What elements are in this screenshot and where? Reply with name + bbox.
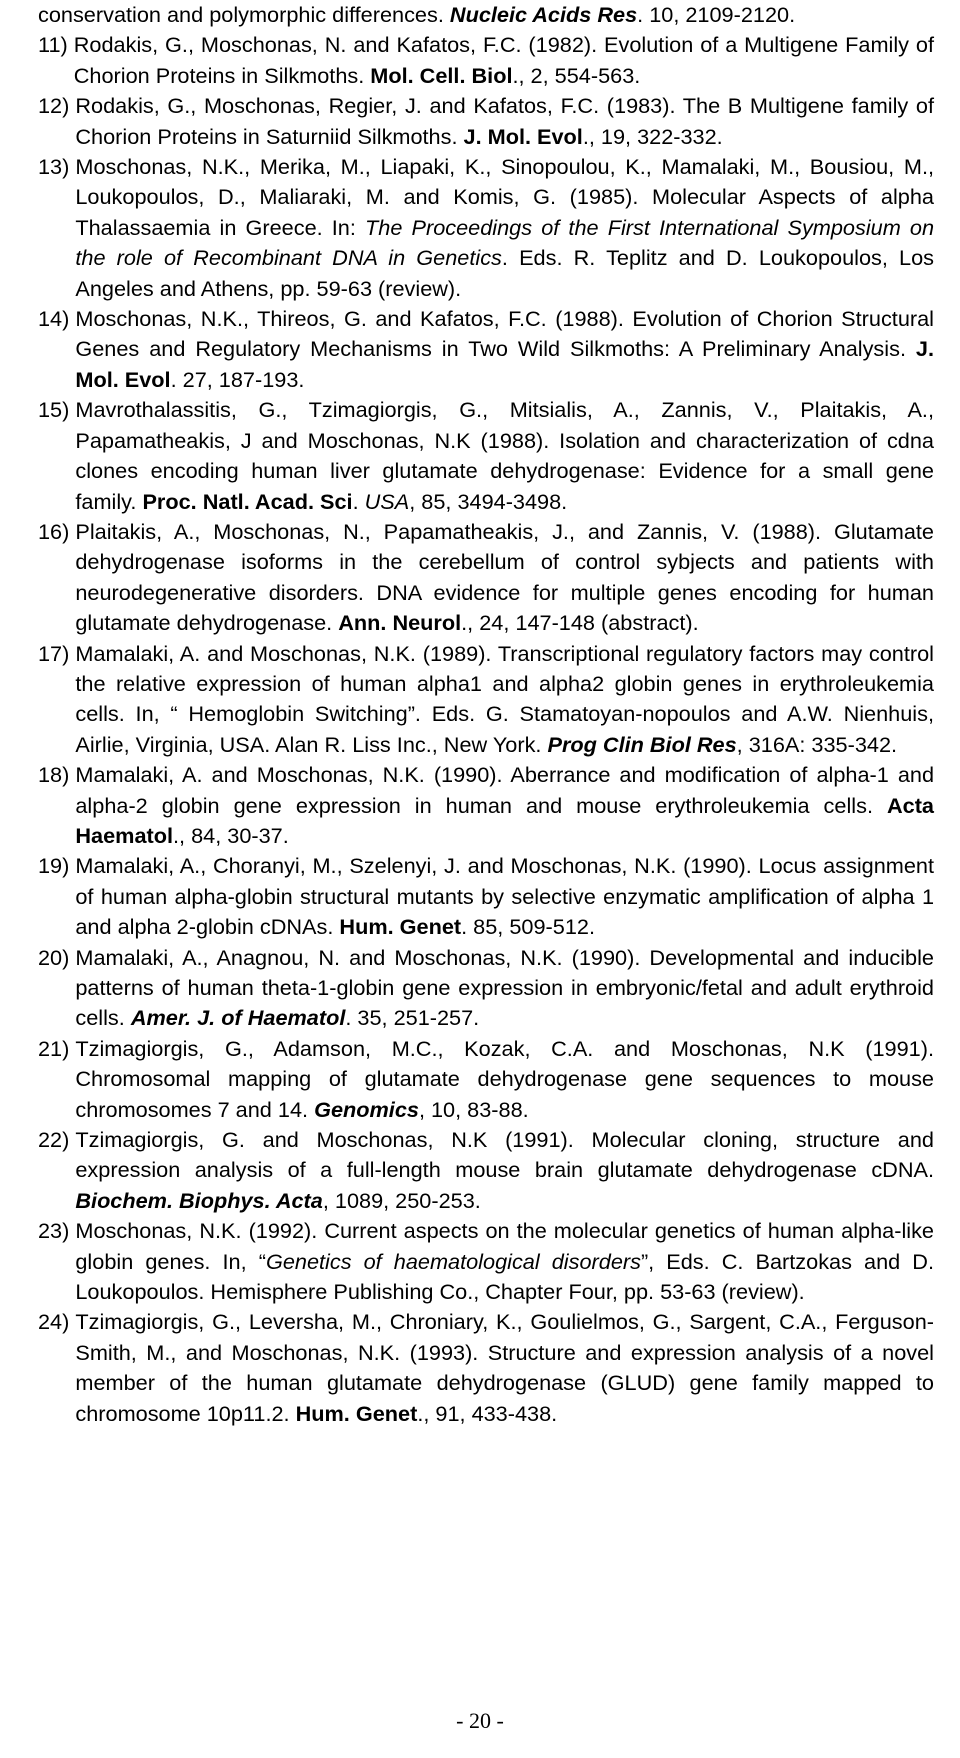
journal-title: Ann. Neurol <box>338 610 462 636</box>
reference-text <box>75 851 934 942</box>
italic-text: USA <box>364 488 410 514</box>
reference-number: 14) <box>38 306 76 332</box>
reference-number: 23) <box>38 1218 76 1244</box>
reference-text <box>75 943 934 1034</box>
document-page <box>38 0 934 1758</box>
citation-text: Moschonas, N.K., Thireos, G. and Kafatos, F.C. (1988). Evolution of Chorion Structural Genes and Regulatory Mechanisms in Two Wild Silkmoths: A Preliminary Analysis. <box>75 306 934 362</box>
reference-number: 19) <box>38 853 76 879</box>
citation-text: Mamalaki, A. and Moschonas, N.K. (1990). Aberrance and modification of alpha-1 and alpha-2 globin gene expression in human and mouse erythroleukemia cells. <box>75 762 934 818</box>
reference-number: 22) <box>38 1127 76 1153</box>
citation-text: Mavrothalassitis, G., Tzimagiorgis, G., Mitsialis, A., Zannis, V., Plaitakis, A., Papamatheakis, J and Moschonas, N.K (1988). Isolation and characterization of cdna clones encoding human liver glutamate dehydrogenase: Evidence for a small gene family. <box>75 397 934 514</box>
reference-text <box>75 1307 934 1429</box>
citation-text: Rodakis, G., Moschonas, Regier, J. and Kafatos, F.C. (1983). The B Multigene family of Chorion Proteins in Saturniid Silkmoths. <box>75 93 934 149</box>
reference-item <box>38 760 934 851</box>
journal-title: Hum. Genet <box>339 914 462 940</box>
journal-title: J. Mol. Evol <box>75 336 934 392</box>
citation-text: Tzimagiorgis, G., Leversha, M., Chroniary, K., Goulielmos, G., Sargent, C.A., Ferguson-Smith, M., and Moschonas, N.K. (1993). Structure and expression analysis of a novel member of the human glutamate dehydrogenase (GLUD) gene family mapped to chromosome 10p11.2. <box>75 1309 934 1426</box>
reference-text <box>75 152 934 304</box>
reference-number: 11) <box>38 32 74 58</box>
reference-text <box>38 0 934 30</box>
citation-text: Moschonas, N.K. (1992). Current aspects on the molecular genetics of human alpha-like globin genes. In, “ <box>75 1218 934 1274</box>
journal-title: Genomics <box>314 1096 419 1122</box>
reference-number: 18) <box>38 762 76 788</box>
citation-text: ., 84, 30-37. <box>173 822 289 848</box>
reference-text <box>75 760 934 851</box>
reference-text <box>75 1125 934 1216</box>
reference-item <box>38 851 934 942</box>
citation-text: ., 91, 433-438. <box>417 1400 558 1426</box>
citation-text: . 85, 509-512. <box>461 914 595 940</box>
journal-title: Mol. Cell. Biol <box>370 62 513 88</box>
citation-text: Tzimagiorgis, G., Adamson, M.C., Kozak, C.A. and Moschonas, N.K (1991). Chromosomal mapping of glutamate dehydrogenase gene sequences to mouse chromosomes 7 and 14. <box>75 1035 934 1122</box>
journal-title: Proc. Natl. Acad. Sci <box>142 488 353 514</box>
reference-item <box>38 304 934 395</box>
reference-item <box>38 30 934 91</box>
reference-item <box>38 639 934 761</box>
reference-number: 15) <box>38 397 76 423</box>
reference-text <box>75 1216 934 1307</box>
journal-title: J. Mol. Evol <box>463 123 583 149</box>
reference-item <box>38 943 934 1034</box>
citation-text: , 10, 83-88. <box>418 1096 529 1122</box>
reference-item <box>38 1307 934 1429</box>
journal-title: Acta Haematol <box>75 792 934 848</box>
reference-number: 21) <box>38 1035 76 1061</box>
citation-text: Moschonas, N.K., Merika, M., Liapaki, K., Sinopoulou, K., Mamalaki, M., Bousiou, M., Loukopoulos, D., Maliaraki, M. and Komis, G. (1985). Molecular Aspects of alpha Thalassaemia in Greece. In: <box>75 154 934 240</box>
reference-continuation <box>38 0 934 30</box>
citation-text: ., 24, 147-148 (abstract). <box>461 610 699 636</box>
reference-item <box>38 152 934 304</box>
citation-text: Rodakis, G., Moschonas, N. and Kafatos, F.C. (1982). Evolution of a Multigene Family of Chorion Proteins in Silkmoths. <box>73 32 934 88</box>
reference-text <box>75 395 934 517</box>
reference-text <box>75 639 934 761</box>
citation-text: conservation and polymorphic differences. <box>38 2 450 27</box>
reference-number: 12) <box>38 93 76 119</box>
reference-list <box>38 0 934 1429</box>
citation-text: . <box>352 488 365 514</box>
reference-text <box>75 1034 934 1125</box>
reference-item <box>38 1125 934 1216</box>
page-number: - 20 - <box>456 1708 504 1733</box>
citation-text: ., 2, 554-563. <box>512 62 641 88</box>
reference-item <box>38 1216 934 1307</box>
citation-text: . 27, 187-193. <box>170 366 305 392</box>
citation-text: Mamalaki, A., Anagnou, N. and Moschonas, N.K. (1990). Developmental and inducible patterns of human theta-1-globin gene expression in embryonic/fetal and adult erythroid cells. <box>75 944 934 1031</box>
citation-text: ”, Eds. C. Bartzokas and D. Loukopoulos. Hemisphere Publishing Co., Chapter Four, pp. 53-63 (review). <box>75 1248 934 1305</box>
citation-text: , 1089, 250-253. <box>322 1187 481 1213</box>
journal-title: Biochem. Biophys. Acta <box>75 1187 323 1213</box>
reference-item <box>38 91 934 152</box>
citation-text: Mamalaki, A. and Moschonas, N.K. (1989). Transcriptional regulatory factors may control the relative expression of human alpha1 and alpha2 globin genes in erythroleukemia cells. In, “ Hemoglobin Switching”. Eds. G. Stamatoyan-nopoulos and A.W. Nienhuis, Airlie, Virginia, USA. Alan R. Liss Inc., New York. <box>75 640 934 757</box>
journal-title: Hum. Genet <box>295 1400 418 1426</box>
citation-text: Mamalaki, A., Choranyi, M., Szelenyi, J. and Moschonas, N.K. (1990). Locus assignment of human alpha-globin structural mutants by selective enzymatic amplification of alpha 1 and alpha 2-globin cDNAs. <box>75 853 934 940</box>
reference-item <box>38 1034 934 1125</box>
citation-text: . 35, 251-257. <box>345 1005 480 1031</box>
reference-text <box>74 30 934 91</box>
reference-number: 20) <box>38 944 76 970</box>
citation-text: . 10, 2109-2120. <box>637 2 796 27</box>
italic-text: The Proceedings of the First International Symposium on the role of Recombinant DNA in Genetics <box>75 214 935 271</box>
journal-title: Amer. J. of Haematol <box>130 1005 346 1031</box>
reference-number: 24) <box>38 1309 76 1335</box>
reference-text <box>75 517 934 639</box>
reference-text <box>75 304 934 395</box>
citation-text: Tzimagiorgis, G. and Moschonas, N.K (1991). Molecular cloning, structure and expression analysis of a full-length mouse brain glutamate dehydrogenase cDNA. <box>75 1127 934 1183</box>
journal-title: Nucleic Acids Res <box>449 2 638 27</box>
citation-text: , 85, 3494-3498. <box>409 488 568 514</box>
reference-text <box>75 91 934 152</box>
reference-item <box>38 395 934 517</box>
citation-text: . Eds. R. Teplitz and D. Loukopoulos, Los Angeles and Athens, pp. 59-63 (review). <box>75 245 934 301</box>
reference-number: 13) <box>38 154 76 180</box>
citation-text: ., 19, 322-332. <box>582 123 723 149</box>
reference-number: 17) <box>38 640 76 666</box>
reference-number: 16) <box>38 518 76 544</box>
journal-title: Prog Clin Biol Res <box>547 731 737 757</box>
citation-text: , 316A: 335-342. <box>736 731 898 757</box>
reference-item <box>38 517 934 639</box>
citation-text: Plaitakis, A., Moschonas, N., Papamatheakis, J., and Zannis, V. (1988). Glutamate dehydrogenase isoforms in the cerebellum of control sybjects and patients with neurodegenerative disorders. DNA evidence for multiple genes encoding for human glutamate dehydrogenase. <box>75 518 934 636</box>
italic-text: Genetics of haematological disorders <box>265 1248 641 1274</box>
